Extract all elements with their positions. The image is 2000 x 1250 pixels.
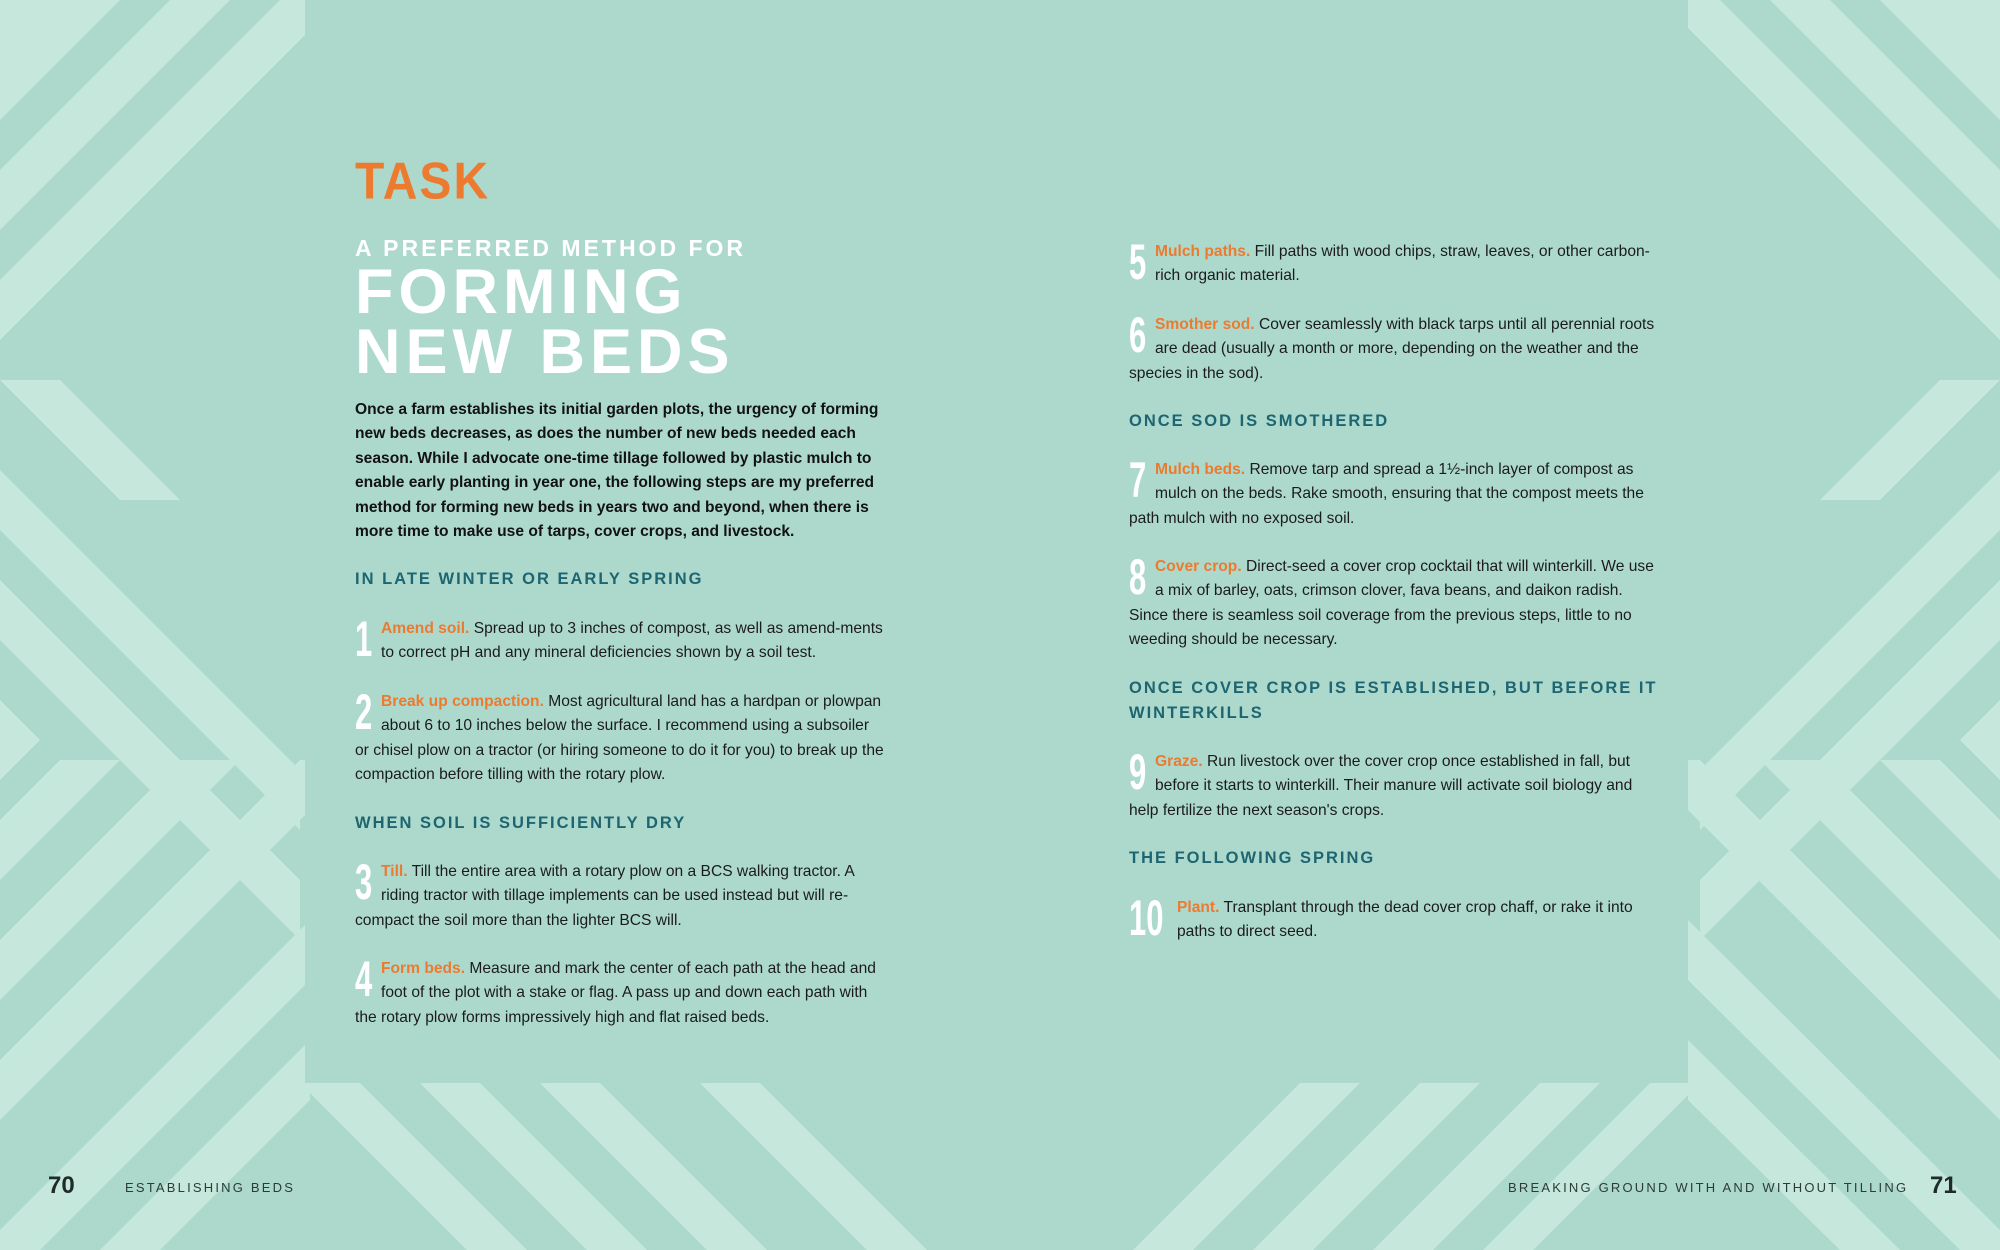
step-text: Fill paths with wood chips, straw, leaves, or other carbon-rich organic material. — [1155, 243, 1650, 285]
step-lead: Cover crop. — [1155, 558, 1242, 575]
step-number: 10 — [1129, 890, 1164, 946]
step-number: 9 — [1129, 744, 1147, 800]
running-title-right: BREAKING GROUND WITH AND WITHOUT TILLING — [1508, 1180, 1909, 1195]
step-number: 7 — [1129, 452, 1147, 508]
step-lead: Graze. — [1155, 753, 1203, 770]
step-item — [355, 611, 885, 667]
step-lead: Mulch beds. — [1155, 461, 1246, 478]
step-text: Transplant through the dead cover crop chaff, or rake it into paths to direct seed. — [1177, 899, 1633, 941]
subhead-soil-dry: WHEN SOIL IS SUFFICIENTLY DRY — [355, 814, 687, 832]
step-text: Measure and mark the center of each path at the head and foot of the plot with a stake or flag. A pass up and down each path with the rotary plow forms impressively high and flat raised beds. — [355, 960, 876, 1026]
step-item — [1129, 549, 1659, 653]
step-number: 4 — [355, 951, 373, 1007]
subhead-cover-crop-established: ONCE COVER CROP IS ESTABLISHED, BUT BEFORE IT WINTERKILLS — [1129, 679, 1658, 722]
headline-kicker: A PREFERRED METHOD FOR — [355, 235, 746, 261]
step-lead: Amend soil. — [381, 620, 470, 637]
running-title-left: ESTABLISHING BEDS — [125, 1180, 296, 1195]
step-item — [1129, 452, 1659, 531]
page-number-left: 70 — [48, 1172, 75, 1199]
step-text: Cover seamlessly with black tarps until all perennial roots are dead (usually a month or more, depending on the weather and the species in the sod). — [1129, 316, 1655, 382]
step-lead: Break up compaction. — [381, 693, 544, 710]
step-text: Direct-seed a cover crop cocktail that will winterkill. We use a mix of barley, oats, crimson clover, fava beans, and daikon radish. Since there is seamless soil coverage from the previous steps, little to no weeding should be necessary. — [1129, 558, 1654, 649]
step-item — [355, 684, 885, 788]
step-item — [1129, 234, 1659, 290]
step-lead: Smother sod. — [1155, 316, 1255, 333]
task-label: TASK — [355, 153, 491, 211]
step-text: Most agricultural land has a hardpan or plowpan about 6 to 10 inches below the surface. I recommend using a subsoiler or chisel plow on a tractor (or hiring someone to do it for you) to break up the compaction before tilling with the rotary plow. — [355, 693, 884, 784]
step-number: 5 — [1129, 234, 1147, 290]
step-lead: Plant. — [1177, 899, 1220, 916]
step-text: Remove tarp and spread a 1½-inch layer of compost as mulch on the beds. Rake smooth, ensuring that the compost meets the path mulch with no exposed soil. — [1129, 461, 1644, 527]
step-lead: Till. — [381, 863, 408, 880]
step-text: Spread up to 3 inches of compost, as well as amend-ments to correct pH and any mineral deficiencies shown by a soil test. — [381, 620, 883, 662]
page-title — [355, 257, 735, 387]
step-lead: Mulch paths. — [1155, 243, 1251, 260]
step-number: 3 — [355, 854, 373, 910]
step-number: 6 — [1129, 307, 1147, 363]
step-number: 2 — [355, 684, 373, 740]
page-number-right: 71 — [1930, 1172, 1957, 1199]
subhead-following-spring: THE FOLLOWING SPRING — [1129, 849, 1376, 867]
step-item — [1129, 744, 1659, 823]
subhead-late-winter: IN LATE WINTER OR EARLY SPRING — [355, 570, 704, 588]
page-title-line-2: NEW BEDS — [355, 317, 735, 387]
step-item — [355, 951, 885, 1030]
intro-paragraph: Once a farm establishes its initial garden plots, the urgency of forming new beds decreases, as does the number of new beds needed each season. While I advocate one-time tillage followed by plastic mulch to enable early planting in year one, the following steps are my preferred method for forming new beds in years two and beyond, when there is more time to make use of tarps, cover crops, and livestock. — [355, 401, 879, 541]
step-item — [1129, 890, 1659, 946]
step-number: 1 — [355, 611, 373, 667]
step-item — [355, 854, 885, 933]
step-text: Till the entire area with a rotary plow on a BCS walking tractor. A riding tractor with tillage implements can be used instead but will re-compact the soil more than the lighter BCS will. — [355, 863, 854, 929]
step-item — [1129, 307, 1659, 386]
step-number: 8 — [1129, 549, 1147, 605]
step-lead: Form beds. — [381, 960, 466, 977]
subhead-sod-smothered: ONCE SOD IS SMOTHERED — [1129, 412, 1390, 430]
step-text: Run livestock over the cover crop once established in fall, but before it starts to winterkill. Their manure will activate soil biology and help fertilize the next season's crops. — [1129, 753, 1633, 819]
page-title-line-1: FORMING — [355, 257, 688, 327]
